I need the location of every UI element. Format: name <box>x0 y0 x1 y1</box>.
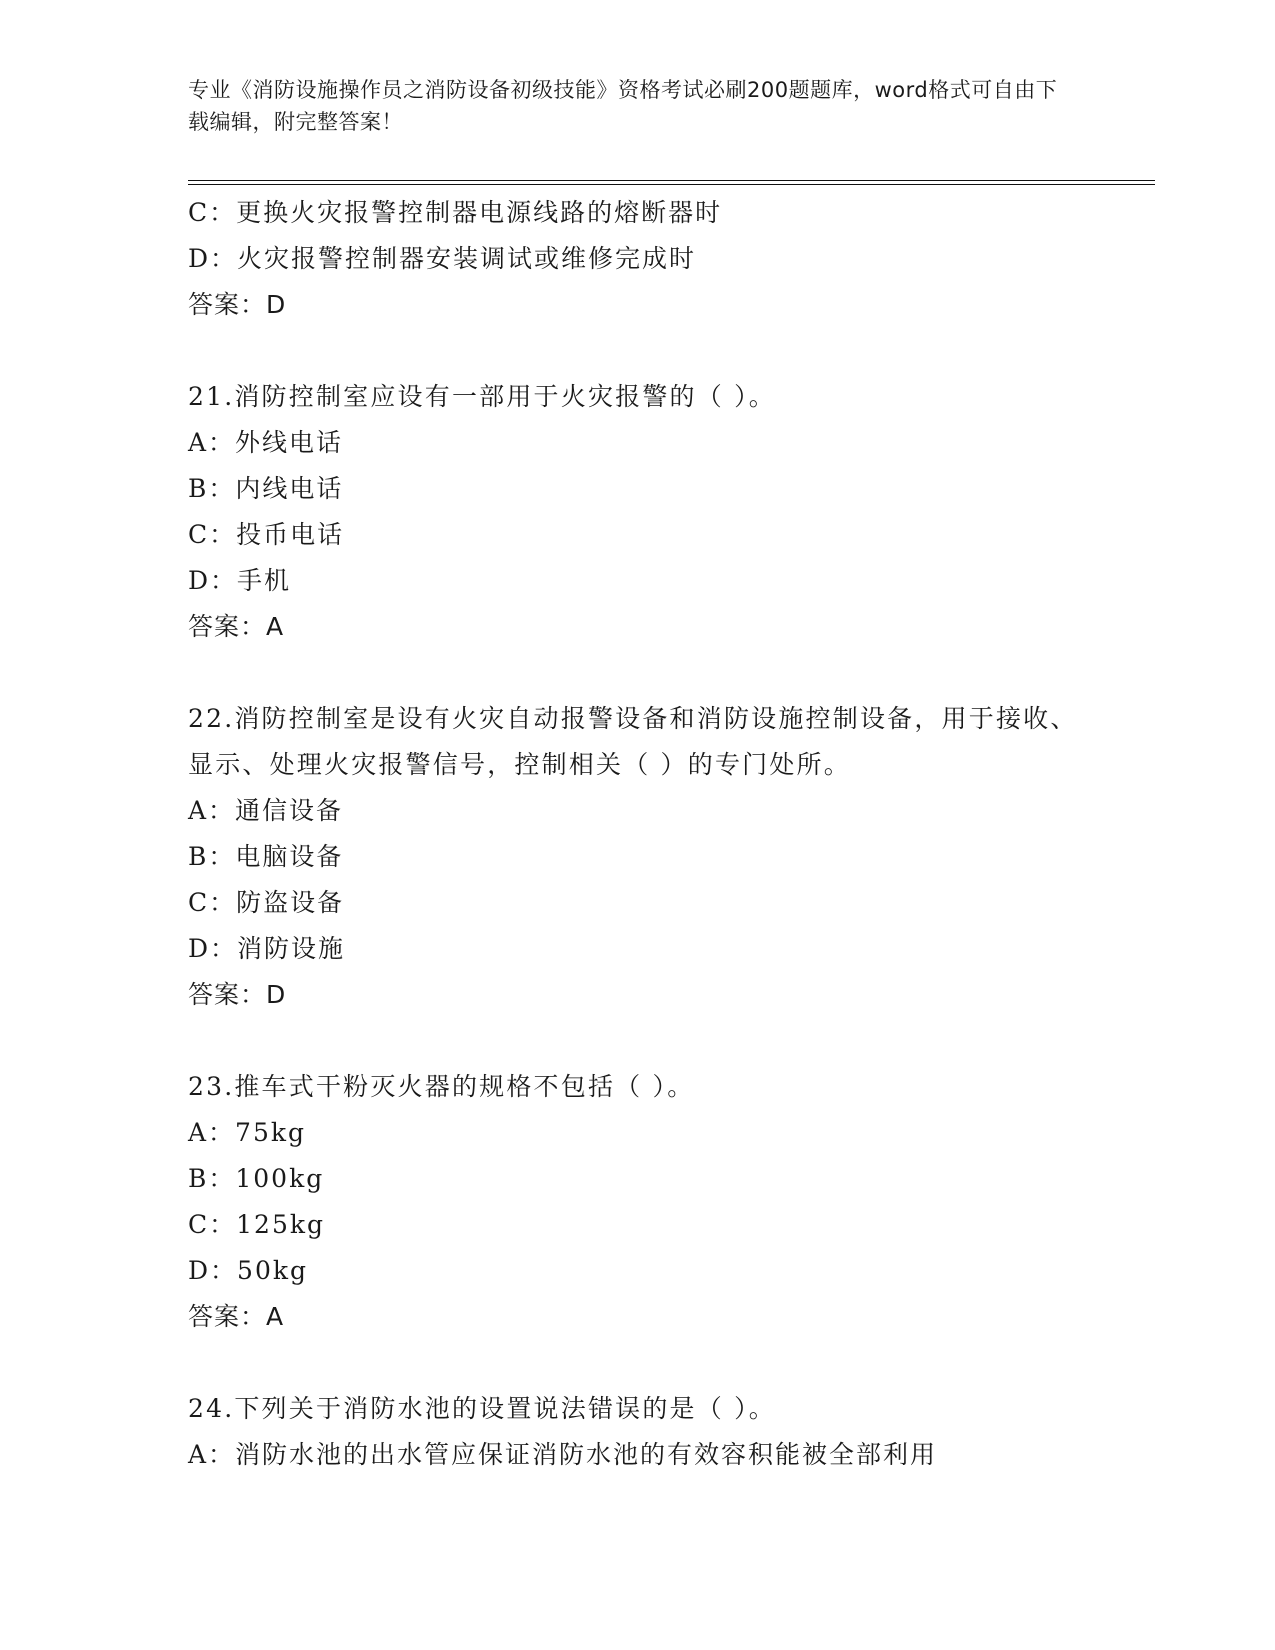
document-header: 专业《消防设施操作员之消防设备初级技能》资格考试必刷200题题库，word格式可自由下载编辑，附完整答案！ <box>188 78 1058 134</box>
question-block-partial <box>188 190 1128 328</box>
answer-line: 答案：A <box>188 1302 285 1331</box>
option-line: A：外线电话 <box>188 428 344 457</box>
option-line: D：50kg <box>188 1256 309 1285</box>
question-stem: 21.消防控制室应设有一部用于火灾报警的（ ）。 <box>188 382 777 411</box>
question-block-24 <box>188 1386 1128 1478</box>
option-line: B：电脑设备 <box>188 842 344 871</box>
option-line: C：投币电话 <box>188 520 345 549</box>
question-stem: 23.推车式干粉灭火器的规格不包括（ ）。 <box>188 1072 695 1101</box>
header-rule-top <box>188 180 1155 181</box>
question-stem: 22.消防控制室是设有火灾自动报警设备和消防设施控制设备，用于接收、显示、处理火灾报警信号，控制相关（ ）的专门处所。 <box>188 704 1078 779</box>
option-line: A：消防水池的出水管应保证消防水池的有效容积能被全部利用 <box>188 1440 938 1469</box>
option-line: C：更换火灾报警控制器电源线路的熔断器时 <box>188 198 723 227</box>
answer-line: 答案：D <box>188 290 287 319</box>
question-block-23 <box>188 1064 1128 1340</box>
question-block-22 <box>188 696 1128 1018</box>
answer-line: 答案：A <box>188 612 285 641</box>
option-line: D：消防设施 <box>188 934 346 963</box>
question-block-21 <box>188 374 1128 650</box>
question-list <box>188 190 1128 1478</box>
option-line: D：手机 <box>188 566 292 595</box>
header-rule-bottom <box>188 184 1155 185</box>
option-line: B：内线电话 <box>188 474 344 503</box>
option-line: C：防盗设备 <box>188 888 345 917</box>
question-stem: 24.下列关于消防水池的设置说法错误的是（ ）。 <box>188 1394 777 1423</box>
option-line: B：100kg <box>188 1164 325 1193</box>
answer-line: 答案：D <box>188 980 287 1009</box>
option-line: A：75kg <box>188 1118 307 1147</box>
option-line: D：火灾报警控制器安装调试或维修完成时 <box>188 244 697 273</box>
option-line: A：通信设备 <box>188 796 344 825</box>
option-line: C：125kg <box>188 1210 325 1239</box>
